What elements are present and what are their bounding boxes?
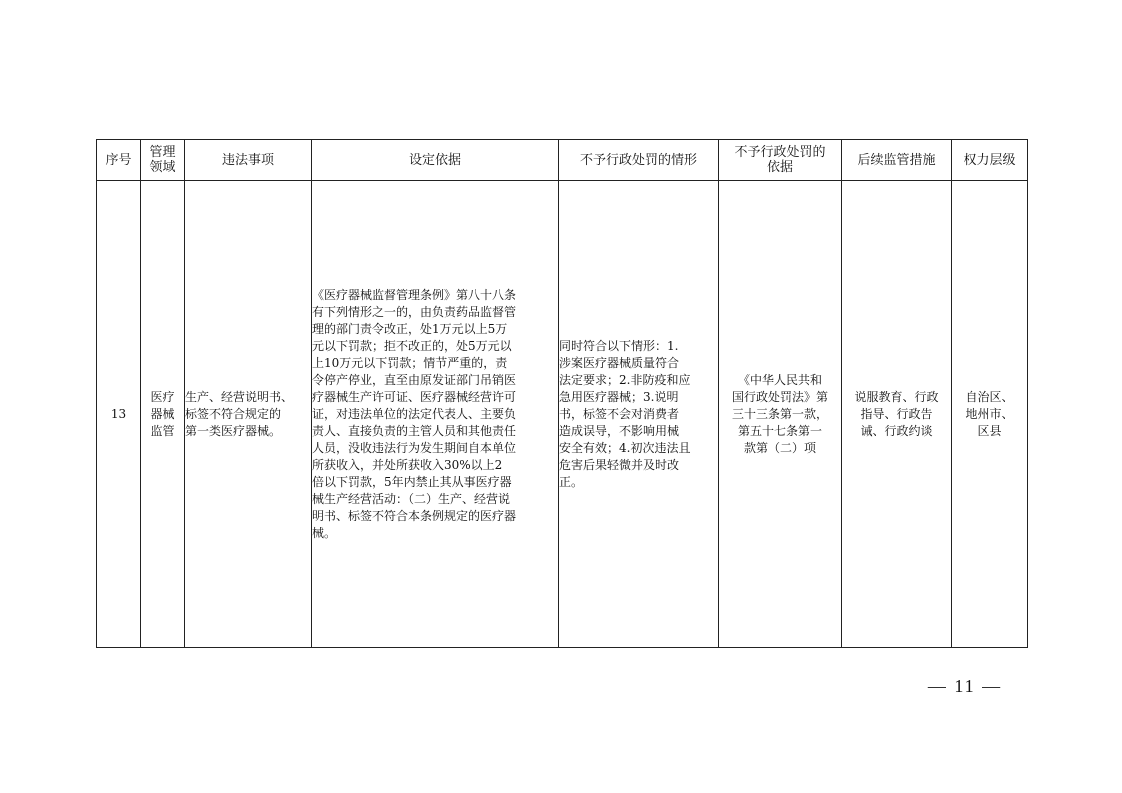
cell-level: 自治区、 地州市、 区县 [952,181,1028,648]
header-basis: 设定依据 [312,140,559,181]
table-row [97,181,1028,648]
header-no-penalty-basis: 不予行政处罚的 依据 [719,140,842,181]
cell-domain: 医疗 器械 监管 [141,181,185,648]
cell-seq: 13 [97,181,141,648]
cell-no-penalty-basis: 《中华人民共和 国行政处罚法》第 三十三条第一款， 第五十七条第一 款第（二）项 [719,181,842,648]
header-seq: 序号 [97,140,141,181]
cell-no-penalty: 同时符合以下情形：1. 涉案医疗器械质量符合 法定要求；2.非防疫和应 急用医疗器械；3.说明 书，标签不会对消费者 造成误导，不影响用械 安全有效；4.初次违法且 危害后果轻微并及时改 正。 [559,181,719,648]
header-follow-up: 后续监管措施 [842,140,952,181]
header-no-penalty: 不予行政处罚的情形 [559,140,719,181]
header-domain: 管理 领域 [141,140,185,181]
header-level: 权力层级 [952,140,1028,181]
regulation-table [96,139,1028,648]
cell-violation: 生产、经营说明书、 标签不符合规定的 第一类医疗器械。 [185,181,312,648]
table-header-row [97,140,1028,181]
cell-follow-up: 说服教育、行政 指导、行政告 诫、行政约谈 [842,181,952,648]
page-number: — 11 — [927,676,1003,696]
header-violation: 违法事项 [185,140,312,181]
cell-basis: 《医疗器械监督管理条例》第八十八条 有下列情形之一的，由负责药品监督管 理的部门责令改正，处1万元以上5万 元以下罚款；拒不改正的，处5万元以 上10万元以下罚款；情节严重的，责 令停产停业，直至由原发证部门吊销医 疗器械生产许可证、医疗器械经营许可 证，对违法单位的法定代表人、主要负 责人、直接负责的主管人员和其他责任 人员，没收违法行为发生期间自本单位 所获收入，并处所获收入30%以上2 倍以下罚款，5年内禁止其从事医疗器 械生产经营活动：（二）生产、经营说 明书、标签不符合本条例规定的医疗器 械。 [312,181,559,648]
